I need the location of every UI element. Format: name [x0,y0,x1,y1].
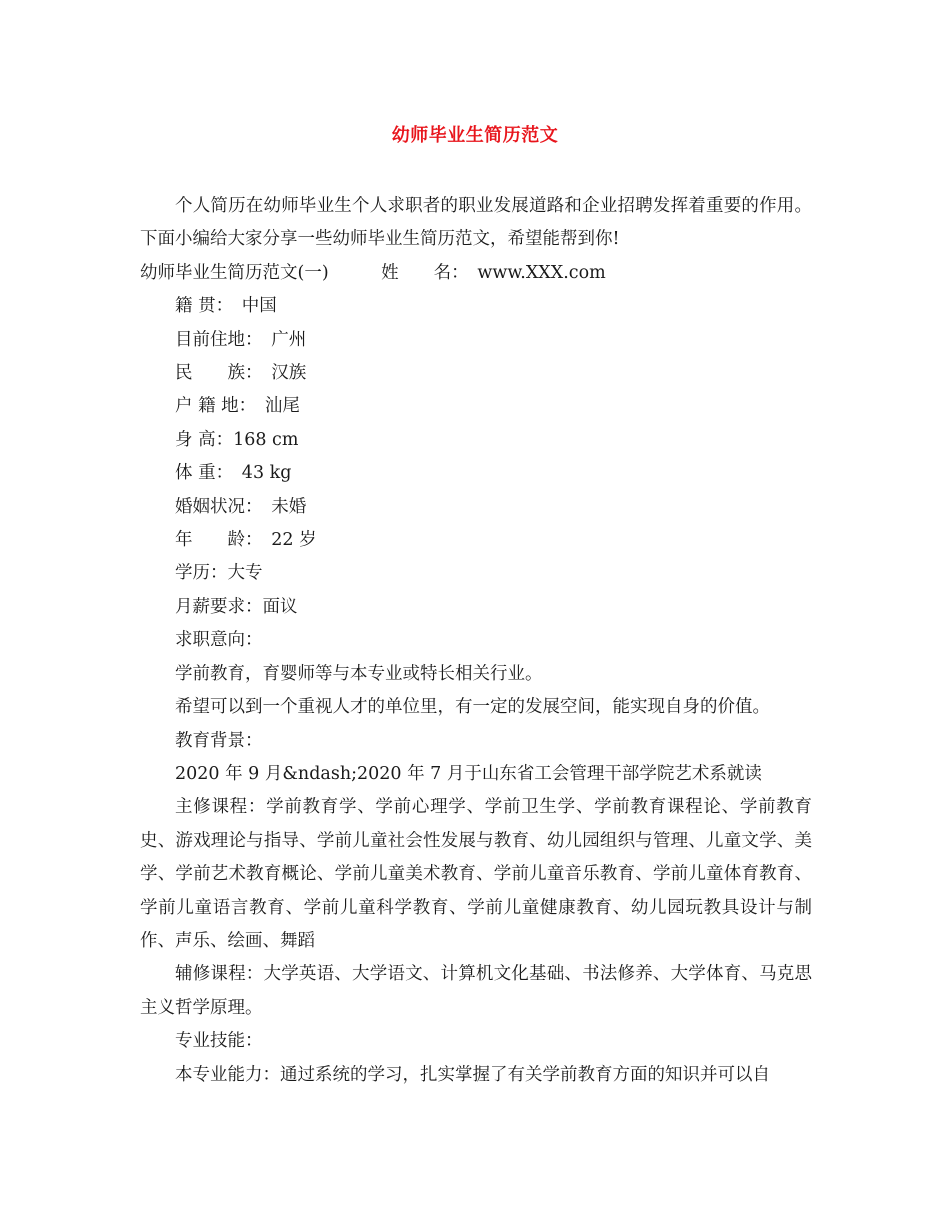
field-household-registration: 户 籍 地： 汕尾 [175,396,300,417]
skills-heading: 专业技能： [175,1031,263,1052]
document-body [140,190,812,1092]
field-salary-expectation: 月薪要求：面议 [175,596,298,617]
field-ethnicity: 民 族： 汉族 [175,363,307,384]
minor-courses-paragraph: 辅修课程：大学英语、大学语文、计算机文化基础、书法修养、大学体育、马克思主义哲学原理。 [140,964,812,1018]
field-current-residence: 目前住地： 广州 [175,329,307,350]
intro-paragraph: 个人简历在幼师毕业生个人求职者的职业发展道路和企业招聘发挥着重要的作用。下面小编给大家分享一些幼师毕业生简历范文，希望能帮到你! [140,196,812,250]
job-hope-text: 希望可以到一个重视人才的单位里，有一定的发展空间，能实现自身的价值。 [175,697,770,718]
skills-paragraph: 本专业能力：通过系统的学习，扎实掌握了有关学前教育方面的知识并可以自 [175,1064,770,1085]
field-weight: 体 重： 43 kg [175,463,292,484]
document-title: 幼师毕业生简历范文 [391,125,559,146]
field-native-place: 籍 贯： 中国 [175,296,277,317]
education-background-heading: 教育背景： [175,730,263,751]
field-height: 身 高：168 cm [175,429,299,450]
sample-heading: 幼师毕业生简历范文(一) 姓 名： www.XXX.com [140,262,606,283]
field-age: 年 龄： 22 岁 [175,530,317,551]
field-education-level: 学历：大专 [175,563,263,584]
field-marital-status: 婚姻状况： 未婚 [175,496,307,517]
resume-fields [140,290,812,791]
education-period: 2020 年 9 月&ndash;2020 年 7 月于山东省工会管理干部学院艺术系就读 [175,763,762,784]
job-intention-text: 学前教育，育婴师等与本专业或特长相关行业。 [175,663,543,684]
job-intention-heading: 求职意向： [175,630,263,651]
major-courses-paragraph: 主修课程：学前教育学、学前心理学、学前卫生学、学前教育课程论、学前教育史、游戏理论与指导、学前儿童社会性发展与教育、幼儿园组织与管理、儿童文学、美学、学前艺术教育概论、学前儿童美术教育、学前儿童音乐教育、学前儿童体育教育、学前儿童语言教育、学前儿童科学教育、学前儿童健康教育、幼儿园玩教具设计与制作、声乐、绘画、舞蹈 [140,797,812,951]
